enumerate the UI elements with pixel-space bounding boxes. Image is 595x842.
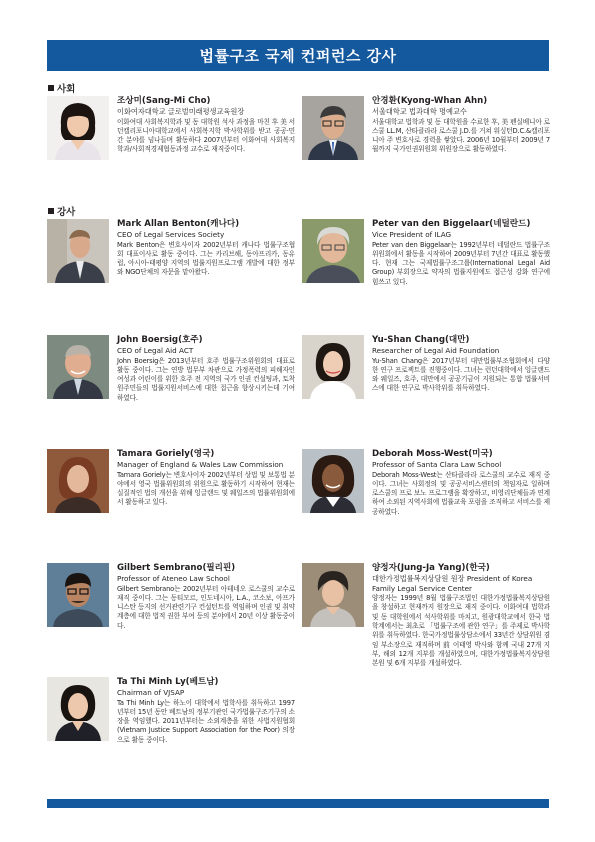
person-bio: Peter van den Biggelaar는 1992년부터 네덜란드 법률구조위원회에서 활동을 시작하여 2009년부터 7년간 대표로 활동했다. 현재 그는 국제법률구조그룹(International Legal Aid Group) 부회장으로 약자의 법률지원에도 접근성 강화 연구에 힘쓰고 있다. bbox=[372, 240, 550, 286]
person-name: Ta Thi Minh Ly(베트남) bbox=[117, 677, 219, 687]
person-bio: Yu-Shan Chang은 2017년부터 대만법률부조협회에서 다양한 연구 프로젝트를 진행중이다. 그녀는 런던대학에서 잉글랜드와 웨일즈, 호주, 대만에서 공공기금이 지원되는 통합 법률서비스에 대한 연구로 박사학위를 취득하였다. bbox=[372, 356, 550, 393]
person-role: Manager of England & Wales Law Commission bbox=[117, 460, 284, 469]
bullet-square-icon bbox=[48, 208, 54, 214]
portrait-photo-icon bbox=[47, 677, 109, 741]
person-name: Mark Allan Benton(캐나다) bbox=[117, 219, 240, 229]
person-name: John Boersig(호주) bbox=[117, 335, 203, 345]
section-speakers-text: 강사 bbox=[57, 207, 76, 218]
person-name: 조상미(Sang-Mi Cho) bbox=[117, 96, 211, 106]
person-role: Professor of Santa Clara Law School bbox=[372, 460, 502, 469]
portrait-photo-icon bbox=[47, 96, 109, 160]
person-name: Tamara Goriely(영국) bbox=[117, 449, 215, 459]
person-name: Deborah Moss-West(미국) bbox=[372, 449, 493, 459]
portrait-photo-icon bbox=[47, 449, 109, 513]
person-role: 서울대학교 법과대학 명예교수 bbox=[372, 107, 467, 116]
person-role: CEO of Legal Services Society bbox=[117, 230, 225, 239]
person-name: 양정자(Jung-Ja Yang)(한국) bbox=[372, 563, 490, 573]
person-bio: 서울대학교 법학과 및 동 대학원을 수료한 후, 美 펜실베니아 로스쿨 LL.M, 산타클라라 로스쿨 J.D.를 거쳐 워싱턴D.C.&캘리포니아 주 변호사로 경력을 쌓았다. 2006년 10월부터 2009년 7월까지 국가인권위원회 위원장으로 활동하였다. bbox=[372, 117, 550, 154]
portrait-photo-icon bbox=[302, 96, 364, 160]
person-name: Peter van den Biggelaar(네덜란드) bbox=[372, 219, 531, 229]
person-role: CEO of Legal Aid ACT bbox=[117, 346, 194, 355]
person-bio: Deborah Moss-West는 산타클라라 로스쿨의 교수로 재직 중이다. 그녀는 사회정의 및 공공서비스센터의 책임자로 일하며 로스쿨의 프로 보노 프로그램을 확장하고, 비영리단체들과 연계하여 소외된 지역사회에 법률교육 포럼을 조직하고 서비스를 제공하였다. bbox=[372, 470, 550, 516]
person-role: Professor of Ateneo Law School bbox=[117, 574, 230, 583]
page-title-bar bbox=[47, 40, 549, 71]
person-name: 안경환(Kyong-Whan Ahn) bbox=[372, 96, 488, 106]
section-moderators-text: 사회 bbox=[57, 84, 76, 95]
page-title: 법률구조 국제 컨퍼런스 강사 bbox=[199, 47, 397, 65]
person-name: Yu-Shan Chang(대만) bbox=[372, 335, 470, 345]
person-role: Chairman of VJSAP bbox=[117, 688, 185, 697]
person-name: Gilbert Sembrano(필리핀) bbox=[117, 563, 236, 573]
person-bio: Mark Benton은 변호사이자 2002년부터 캐나다 법률구조협회 대표이사로 활동 중이다. 그는 카리브해, 동아프리카, 동유럽, 아시아-태평양 지역의 법률지원프로그램 개발에 대한 정부와 NGO단체의 자문을 맡아왔다. bbox=[117, 240, 295, 277]
portrait-photo-icon bbox=[302, 449, 364, 513]
portrait-photo-icon bbox=[47, 335, 109, 399]
person-role: Vice President of ILAG bbox=[372, 230, 452, 239]
person-bio: Ta Thi Minh Ly는 하노이 대학에서 법학사를 취득하고 1997년부터 15년 동안 베트남의 정부기관인 국가법률구조기구의 소장을 역임했다. 2011년부터는 소외계층을 위한 사법지원협회(Vietnam Justice Support Association for the Poor) 의장으로 활동 중이다. bbox=[117, 698, 295, 744]
person-role: 이화여자대학교 글로벌미래평생교육원장 bbox=[117, 107, 245, 116]
person-bio: John Boersig은 2013년부터 호주 법률구조위원회의 대표로 활동 중이다. 그는 연방 법무부 차관으로 가정폭력의 피해자인 여성과 어린이를 위한 호주 전 지역의 국가 인권 컨설팅과, 토착 원주민들의 법률지원서비스에 대한 접근을 향상시키는데 기여하였다. bbox=[117, 356, 295, 402]
portrait-photo-icon bbox=[302, 563, 364, 627]
person-bio: Gilbert Sembrano는 2002년부터 아테네오 로스쿨의 교수로 재직 중이다. 그는 동티모르, 인도네시아, L.A., 코소보, 아프가니스탄 등지의 선거관련기구 컨설턴트를 역임하며 인권 및 취약계층에 대한 법적 권한 부여 등의 분야에서 20년 이상 활동중이다. bbox=[117, 584, 295, 630]
portrait-photo-icon bbox=[47, 563, 109, 627]
person-bio: Tamara Goriely는 변호사이자 2002년부터 상법 및 보통법 분야에서 영국 법률위원회의 위원으로 활동하기 시작하여 현재는 실질적인 법의 개선을 위해 잉글랜드 및 웨일즈의 법률위원회에서 활동하고 있다. bbox=[117, 470, 295, 507]
person-bio: 양정자는 1999년 8월 법률구조법인 대한가정법률복지상담원을 창설하고 현재까지 원장으로 재직 중이다. 이화여대 법학과 및 동 대학원에서 석사학위를 마치고, 원광대학교에서 한국 법학계에서는 최초로 「법률구조에 관한 연구」를 주제로 박사학위를 취득하였다. 한국가정법률상담소에서 33년간 상담위원 겸임 부소장으로 재직하며 前 이태영 박사와 함께 국내 27개 지부, 해외 12개 지부를 개설하였으며, 대한가정법률복지상담원 본원 및 6개 지부를 개설하였다. bbox=[372, 594, 550, 668]
section-label-moderators bbox=[48, 81, 75, 95]
person-role: 대한가정법률복지상담원 원장 President of Korea Family Legal Service Center bbox=[372, 574, 533, 593]
footer-bar bbox=[47, 799, 549, 808]
bullet-square-icon bbox=[48, 85, 54, 91]
person-role: Researcher of Legal Aid Foundation bbox=[372, 346, 500, 355]
section-label-speakers bbox=[48, 204, 75, 218]
portrait-photo-icon bbox=[302, 335, 364, 399]
portrait-photo-icon bbox=[47, 219, 109, 283]
portrait-photo-icon bbox=[302, 219, 364, 283]
person-bio: 이화여대 사회복지학과 및 동 대학원 석사 과정을 마친 후 美 서던캘리포니아대학교에서 사회복지학 박사학위를 받고 공공·민간 분야를 넘나들며 활동하다 2007년부터 이화여대 사회복지학과/사회적경제협동과정 교수로 재직중이다. bbox=[117, 117, 295, 154]
